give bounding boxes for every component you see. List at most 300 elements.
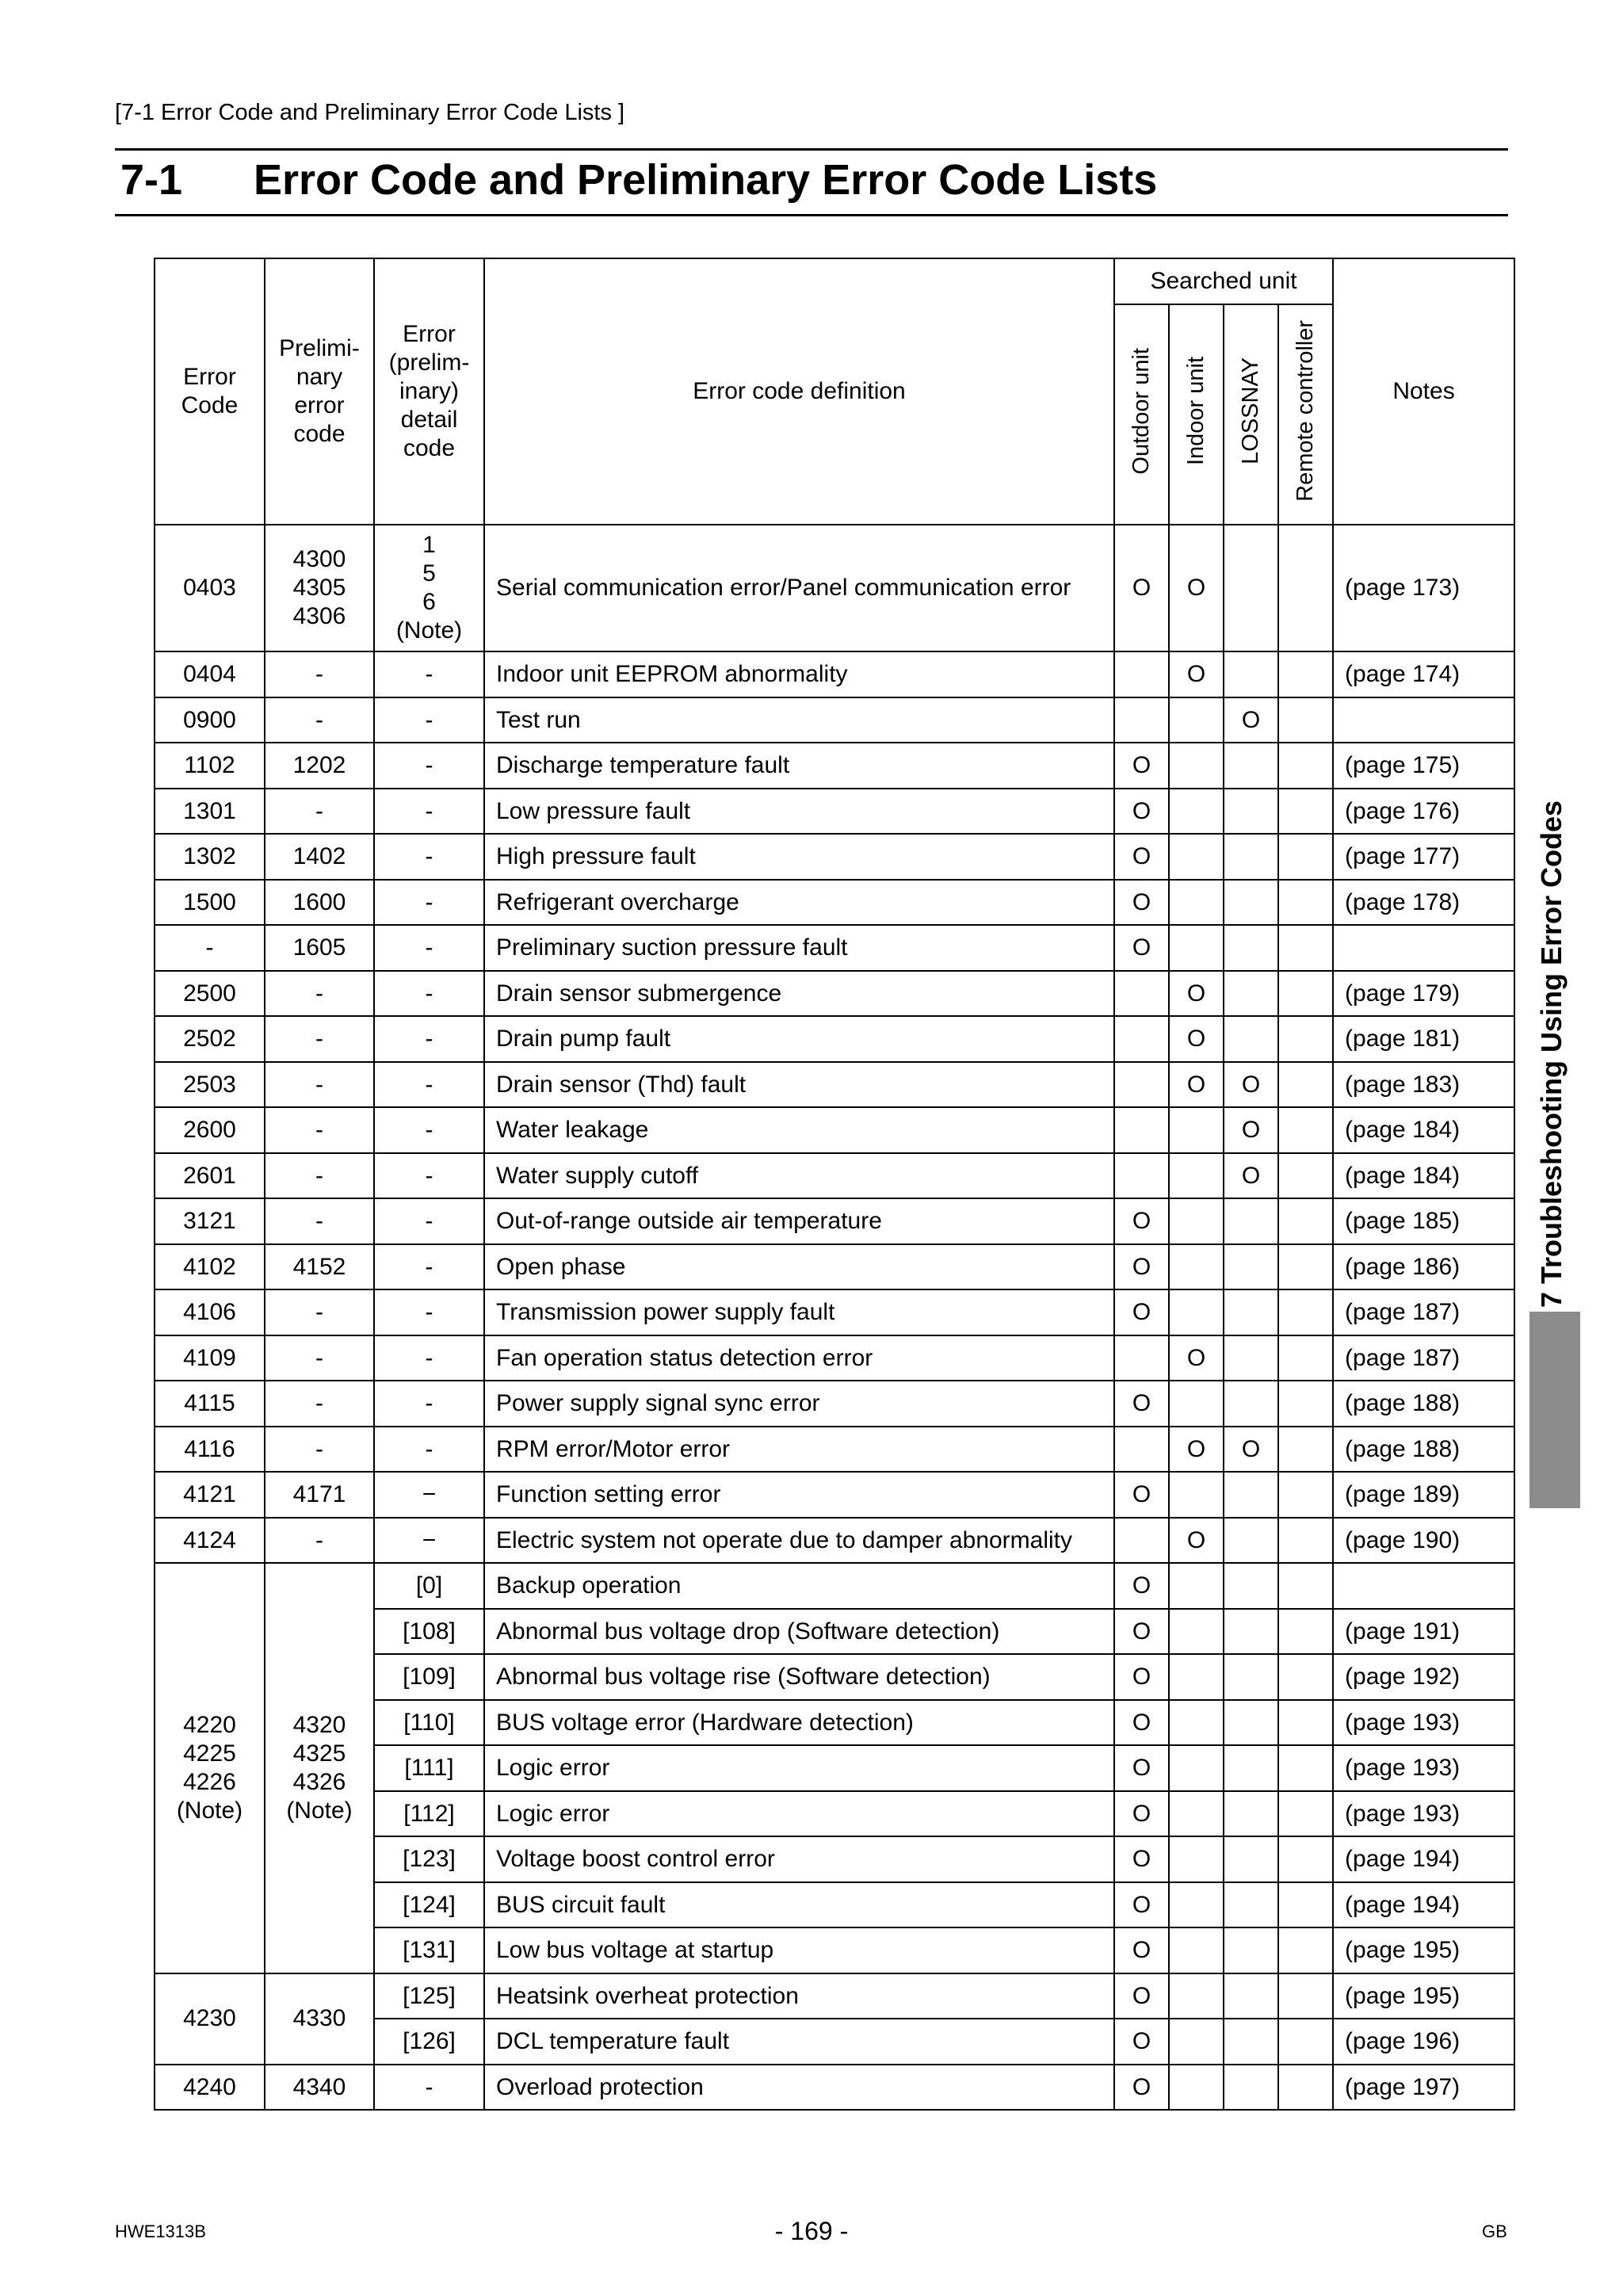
cell-notes: (page 187) [1333, 1289, 1514, 1335]
cell-lossnay [1224, 1836, 1278, 1882]
table-row [155, 1563, 1514, 1609]
table-row [155, 1062, 1514, 1108]
cell-detail-code: - [374, 1016, 484, 1062]
cell-error-code: 4220 4225 4226 (Note) [155, 1563, 265, 1973]
cell-detail-code: [108] [374, 1609, 484, 1655]
cell-outdoor: O [1114, 880, 1169, 926]
cell-remote [1278, 1563, 1333, 1609]
cell-detail-code: [111] [374, 1745, 484, 1791]
cell-detail-code: - [374, 2065, 484, 2111]
cell-notes: (page 193) [1333, 1745, 1514, 1791]
cell-lossnay [1224, 1654, 1278, 1700]
cell-definition: RPM error/Motor error [484, 1427, 1114, 1473]
cell-remote [1278, 743, 1333, 789]
cell-lossnay [1224, 1791, 1278, 1837]
cell-error-code: 3121 [155, 1198, 265, 1244]
cell-notes: (page 192) [1333, 1654, 1514, 1700]
cell-indoor [1169, 1609, 1224, 1655]
table-row [155, 789, 1514, 835]
cell-notes: (page 175) [1333, 743, 1514, 789]
cell-definition: Low bus voltage at startup [484, 1927, 1114, 1973]
cell-outdoor [1114, 1427, 1169, 1473]
cell-outdoor: O [1114, 925, 1169, 971]
cell-indoor: O [1169, 1335, 1224, 1381]
cell-error-code: 2601 [155, 1153, 265, 1199]
cell-definition: Low pressure fault [484, 789, 1114, 835]
cell-error-code: 1102 [155, 743, 265, 789]
cell-notes: (page 197) [1333, 2065, 1514, 2111]
cell-preliminary-code: - [265, 1427, 374, 1473]
cell-preliminary-code: 4330 [265, 1973, 374, 2065]
cell-outdoor: O [1114, 1927, 1169, 1973]
table-row [155, 880, 1514, 926]
header-preliminary-code: Prelimi- nary error code [265, 258, 374, 525]
cell-preliminary-code: 4320 4325 4326 (Note) [265, 1563, 374, 1973]
header-detail-code: Error (prelim- inary) detail code [374, 258, 484, 525]
cell-definition: BUS voltage error (Hardware detection) [484, 1700, 1114, 1746]
cell-lossnay [1224, 1745, 1278, 1791]
cell-remote [1278, 1882, 1333, 1928]
cell-outdoor [1114, 1335, 1169, 1381]
cell-remote [1278, 1198, 1333, 1244]
cell-lossnay [1224, 880, 1278, 926]
cell-lossnay: O [1224, 697, 1278, 743]
cell-error-code: 2600 [155, 1107, 265, 1153]
cell-lossnay [1224, 1609, 1278, 1655]
table-row [155, 1973, 1514, 2019]
cell-remote [1278, 2019, 1333, 2065]
cell-indoor [1169, 789, 1224, 835]
cell-detail-code: - [374, 789, 484, 835]
cell-outdoor: O [1114, 1244, 1169, 1290]
cell-lossnay [1224, 1927, 1278, 1973]
cell-notes: (page 179) [1333, 971, 1514, 1017]
cell-preliminary-code: 1605 [265, 925, 374, 971]
cell-lossnay [1224, 789, 1278, 835]
cell-outdoor [1114, 971, 1169, 1017]
cell-indoor [1169, 1700, 1224, 1746]
cell-definition: Drain sensor submergence [484, 971, 1114, 1017]
footer-region: GB [1482, 2222, 1507, 2241]
cell-preliminary-code: 1600 [265, 880, 374, 926]
cell-lossnay [1224, 1882, 1278, 1928]
header-error-code: Error Code [155, 258, 265, 525]
cell-notes: (page 189) [1333, 1472, 1514, 1518]
cell-detail-code: - [374, 1107, 484, 1153]
cell-detail-code: - [374, 925, 484, 971]
cell-remote [1278, 1927, 1333, 1973]
cell-outdoor [1114, 1153, 1169, 1199]
table-row [155, 525, 1514, 651]
cell-lossnay [1224, 2065, 1278, 2111]
cell-detail-code: [0] [374, 1563, 484, 1609]
error-code-table [154, 258, 1515, 2111]
cell-remote [1278, 1381, 1333, 1427]
cell-detail-code: [123] [374, 1836, 484, 1882]
cell-definition: BUS circuit fault [484, 1882, 1114, 1928]
cell-error-code: 4240 [155, 2065, 265, 2111]
table-row [155, 697, 1514, 743]
cell-detail-code: - [374, 1198, 484, 1244]
cell-detail-code: - [374, 834, 484, 880]
cell-outdoor: O [1114, 743, 1169, 789]
cell-lossnay [1224, 1518, 1278, 1564]
cell-indoor [1169, 1791, 1224, 1837]
cell-notes: (page 183) [1333, 1062, 1514, 1108]
cell-remote [1278, 697, 1333, 743]
cell-definition: Heatsink overheat protection [484, 1973, 1114, 2019]
table-row [155, 971, 1514, 1017]
cell-notes: (page 194) [1333, 1882, 1514, 1928]
cell-lossnay [1224, 925, 1278, 971]
breadcrumb: [7-1 Error Code and Preliminary Error Code Lists ] [115, 100, 625, 125]
cell-remote [1278, 925, 1333, 971]
cell-error-code: 1301 [155, 789, 265, 835]
cell-preliminary-code: 4152 [265, 1244, 374, 1290]
cell-outdoor: O [1114, 1563, 1169, 1609]
cell-lossnay [1224, 1700, 1278, 1746]
header-remote-controller: Remote controller [1278, 304, 1333, 525]
cell-outdoor [1114, 651, 1169, 697]
cell-indoor [1169, 1654, 1224, 1700]
cell-notes: (page 177) [1333, 834, 1514, 880]
table-row [155, 1289, 1514, 1335]
cell-lossnay [1224, 651, 1278, 697]
cell-notes: (page 191) [1333, 1609, 1514, 1655]
cell-notes: (page 188) [1333, 1381, 1514, 1427]
table-row [155, 1198, 1514, 1244]
cell-preliminary-code: - [265, 1518, 374, 1564]
cell-lossnay: O [1224, 1062, 1278, 1108]
cell-outdoor: O [1114, 1198, 1169, 1244]
cell-preliminary-code: - [265, 971, 374, 1017]
cell-outdoor: O [1114, 2019, 1169, 2065]
header-rule-top [115, 148, 1508, 151]
cell-remote [1278, 651, 1333, 697]
cell-notes [1333, 1563, 1514, 1609]
cell-preliminary-code: 1202 [265, 743, 374, 789]
cell-preliminary-code: - [265, 1153, 374, 1199]
cell-preliminary-code: - [265, 1335, 374, 1381]
cell-indoor [1169, 2019, 1224, 2065]
cell-detail-code: [125] [374, 1973, 484, 2019]
cell-remote [1278, 1107, 1333, 1153]
cell-detail-code: - [374, 1335, 484, 1381]
cell-indoor [1169, 1882, 1224, 1928]
cell-indoor [1169, 2065, 1224, 2111]
cell-outdoor [1114, 1107, 1169, 1153]
page-number: - 169 - [774, 2217, 849, 2245]
cell-error-code: 1302 [155, 834, 265, 880]
cell-definition: Abnormal bus voltage drop (Software detection) [484, 1609, 1114, 1655]
cell-lossnay [1224, 2019, 1278, 2065]
cell-definition: Backup operation [484, 1563, 1114, 1609]
cell-indoor [1169, 1927, 1224, 1973]
cell-error-code: 4121 [155, 1472, 265, 1518]
cell-error-code: 2500 [155, 971, 265, 1017]
cell-definition: Drain sensor (Thd) fault [484, 1062, 1114, 1108]
cell-indoor: O [1169, 525, 1224, 651]
cell-indoor: O [1169, 651, 1224, 697]
cell-notes: (page 193) [1333, 1791, 1514, 1837]
cell-error-code: 4109 [155, 1335, 265, 1381]
cell-notes: (page 184) [1333, 1153, 1514, 1199]
cell-definition: Refrigerant overcharge [484, 880, 1114, 926]
cell-outdoor: O [1114, 1472, 1169, 1518]
cell-detail-code: − [374, 1472, 484, 1518]
table-row [155, 834, 1514, 880]
cell-outdoor: O [1114, 2065, 1169, 2111]
cell-detail-code: [131] [374, 1927, 484, 1973]
cell-remote [1278, 1016, 1333, 1062]
cell-indoor: O [1169, 1427, 1224, 1473]
cell-lossnay [1224, 525, 1278, 651]
table-row [155, 1472, 1514, 1518]
cell-indoor: O [1169, 1016, 1224, 1062]
cell-outdoor: O [1114, 1654, 1169, 1700]
cell-remote [1278, 1973, 1333, 2019]
cell-detail-code: - [374, 1427, 484, 1473]
table-row [155, 1244, 1514, 1290]
cell-preliminary-code: 1402 [265, 834, 374, 880]
cell-outdoor: O [1114, 1609, 1169, 1655]
cell-indoor [1169, 1107, 1224, 1153]
cell-outdoor: O [1114, 525, 1169, 651]
cell-outdoor: O [1114, 1381, 1169, 1427]
cell-indoor [1169, 1198, 1224, 1244]
cell-definition: High pressure fault [484, 834, 1114, 880]
cell-indoor [1169, 1244, 1224, 1290]
cell-remote [1278, 525, 1333, 651]
cell-outdoor: O [1114, 834, 1169, 880]
table-row [155, 1107, 1514, 1153]
cell-outdoor: O [1114, 1973, 1169, 2019]
cell-definition: Open phase [484, 1244, 1114, 1290]
cell-lossnay [1224, 1381, 1278, 1427]
cell-indoor [1169, 1472, 1224, 1518]
cell-lossnay [1224, 1198, 1278, 1244]
cell-detail-code: - [374, 697, 484, 743]
cell-detail-code: [109] [374, 1654, 484, 1700]
cell-definition: Abnormal bus voltage rise (Software detection) [484, 1654, 1114, 1700]
cell-remote [1278, 1427, 1333, 1473]
cell-indoor [1169, 743, 1224, 789]
header-outdoor-unit: Outdoor unit [1114, 304, 1169, 525]
table-row [155, 2065, 1514, 2111]
cell-outdoor: O [1114, 789, 1169, 835]
cell-lossnay [1224, 1472, 1278, 1518]
page-title [120, 155, 1157, 204]
cell-notes: (page 188) [1333, 1427, 1514, 1473]
cell-indoor [1169, 697, 1224, 743]
cell-definition: Fan operation status detection error [484, 1335, 1114, 1381]
cell-notes: (page 190) [1333, 1518, 1514, 1564]
cell-preliminary-code: - [265, 1289, 374, 1335]
cell-indoor [1169, 1381, 1224, 1427]
cell-outdoor [1114, 1016, 1169, 1062]
cell-preliminary-code: - [265, 789, 374, 835]
cell-remote [1278, 1289, 1333, 1335]
cell-notes: (page 187) [1333, 1335, 1514, 1381]
cell-detail-code: - [374, 1244, 484, 1290]
cell-error-code: 1500 [155, 880, 265, 926]
cell-preliminary-code: - [265, 1381, 374, 1427]
cell-notes: (page 186) [1333, 1244, 1514, 1290]
cell-remote [1278, 1836, 1333, 1882]
cell-indoor: O [1169, 1062, 1224, 1108]
cell-detail-code: [124] [374, 1882, 484, 1928]
cell-error-code: - [155, 925, 265, 971]
cell-lossnay [1224, 834, 1278, 880]
cell-preliminary-code: - [265, 651, 374, 697]
cell-outdoor [1114, 1518, 1169, 1564]
cell-preliminary-code: - [265, 1107, 374, 1153]
header-indoor-unit: Indoor unit [1169, 304, 1224, 525]
cell-notes: (page 193) [1333, 1700, 1514, 1746]
cell-definition: Preliminary suction pressure fault [484, 925, 1114, 971]
cell-preliminary-code: - [265, 1198, 374, 1244]
table-row [155, 925, 1514, 971]
cell-error-code: 0900 [155, 697, 265, 743]
cell-outdoor: O [1114, 1882, 1169, 1928]
cell-preliminary-code: - [265, 1016, 374, 1062]
footer-doc-code: HWE1313B [115, 2222, 206, 2241]
cell-indoor [1169, 1563, 1224, 1609]
cell-remote [1278, 1244, 1333, 1290]
cell-notes: (page 176) [1333, 789, 1514, 835]
cell-preliminary-code: 4340 [265, 2065, 374, 2111]
cell-lossnay: O [1224, 1427, 1278, 1473]
cell-remote [1278, 789, 1333, 835]
cell-definition: Function setting error [484, 1472, 1114, 1518]
cell-remote [1278, 1062, 1333, 1108]
cell-notes [1333, 697, 1514, 743]
cell-notes: (page 181) [1333, 1016, 1514, 1062]
side-tab-marker [1529, 1312, 1580, 1508]
cell-error-code: 4115 [155, 1381, 265, 1427]
table-row [155, 1335, 1514, 1381]
cell-error-code: 4230 [155, 1973, 265, 2065]
cell-remote [1278, 1518, 1333, 1564]
cell-lossnay [1224, 1244, 1278, 1290]
header-definition: Error code definition [484, 258, 1114, 525]
cell-preliminary-code: 4300 4305 4306 [265, 525, 374, 651]
header-searched-unit: Searched unit [1114, 258, 1333, 304]
header-lossnay: LOSSNAY [1224, 304, 1278, 525]
cell-outdoor [1114, 1062, 1169, 1108]
table-row [155, 1016, 1514, 1062]
cell-definition: Logic error [484, 1745, 1114, 1791]
cell-definition: Test run [484, 697, 1114, 743]
cell-lossnay [1224, 1289, 1278, 1335]
cell-remote [1278, 880, 1333, 926]
cell-detail-code: 1 5 6 (Note) [374, 525, 484, 651]
cell-error-code: 4124 [155, 1518, 265, 1564]
cell-notes: (page 173) [1333, 525, 1514, 651]
cell-lossnay [1224, 1016, 1278, 1062]
cell-error-code: 4116 [155, 1427, 265, 1473]
cell-definition: Transmission power supply fault [484, 1289, 1114, 1335]
cell-error-code: 4102 [155, 1244, 265, 1290]
header-rule-bottom [115, 214, 1508, 216]
cell-outdoor: O [1114, 1745, 1169, 1791]
cell-remote [1278, 1654, 1333, 1700]
cell-definition: Serial communication error/Panel communication error [484, 525, 1114, 651]
cell-definition: DCL temperature fault [484, 2019, 1114, 2065]
cell-definition: Drain pump fault [484, 1016, 1114, 1062]
cell-lossnay: O [1224, 1107, 1278, 1153]
cell-indoor [1169, 834, 1224, 880]
cell-remote [1278, 1609, 1333, 1655]
cell-definition: Water supply cutoff [484, 1153, 1114, 1199]
cell-indoor [1169, 1836, 1224, 1882]
cell-error-code: 0404 [155, 651, 265, 697]
cell-preliminary-code: - [265, 697, 374, 743]
cell-detail-code: - [374, 1289, 484, 1335]
cell-notes: (page 185) [1333, 1198, 1514, 1244]
cell-detail-code: − [374, 1518, 484, 1564]
cell-definition: Overload protection [484, 2065, 1114, 2111]
table-row [155, 1427, 1514, 1473]
cell-detail-code: [110] [374, 1700, 484, 1746]
cell-notes: (page 196) [1333, 2019, 1514, 2065]
cell-remote [1278, 1153, 1333, 1199]
section-number: 7-1 [120, 156, 183, 204]
cell-error-code: 4106 [155, 1289, 265, 1335]
cell-detail-code: [112] [374, 1791, 484, 1837]
cell-remote [1278, 834, 1333, 880]
cell-definition: Electric system not operate due to damper abnormality [484, 1518, 1114, 1564]
cell-remote [1278, 1745, 1333, 1791]
table-row [155, 1518, 1514, 1564]
cell-outdoor [1114, 697, 1169, 743]
cell-error-code: 2503 [155, 1062, 265, 1108]
cell-lossnay: O [1224, 1153, 1278, 1199]
cell-definition: Water leakage [484, 1107, 1114, 1153]
cell-remote [1278, 1791, 1333, 1837]
cell-notes: (page 194) [1333, 1836, 1514, 1882]
cell-detail-code: - [374, 971, 484, 1017]
cell-definition: Voltage boost control error [484, 1836, 1114, 1882]
cell-error-code: 0403 [155, 525, 265, 651]
cell-detail-code: - [374, 1381, 484, 1427]
cell-detail-code: - [374, 651, 484, 697]
cell-detail-code: - [374, 1153, 484, 1199]
cell-outdoor: O [1114, 1836, 1169, 1882]
header-notes: Notes [1333, 258, 1514, 525]
cell-detail-code: - [374, 880, 484, 926]
cell-indoor [1169, 1153, 1224, 1199]
cell-indoor: O [1169, 971, 1224, 1017]
cell-indoor [1169, 925, 1224, 971]
table-row [155, 1381, 1514, 1427]
cell-notes [1333, 925, 1514, 971]
cell-remote [1278, 971, 1333, 1017]
cell-notes: (page 174) [1333, 651, 1514, 697]
cell-detail-code: [126] [374, 2019, 484, 2065]
cell-detail-code: - [374, 1062, 484, 1108]
cell-preliminary-code: - [265, 1062, 374, 1108]
cell-preliminary-code: 4171 [265, 1472, 374, 1518]
cell-indoor [1169, 880, 1224, 926]
side-tab-label: 7 Troubleshooting Using Error Codes [1535, 800, 1568, 1308]
table-row [155, 651, 1514, 697]
cell-lossnay [1224, 743, 1278, 789]
cell-definition: Out-of-range outside air temperature [484, 1198, 1114, 1244]
cell-remote [1278, 2065, 1333, 2111]
cell-lossnay [1224, 971, 1278, 1017]
cell-remote [1278, 1472, 1333, 1518]
